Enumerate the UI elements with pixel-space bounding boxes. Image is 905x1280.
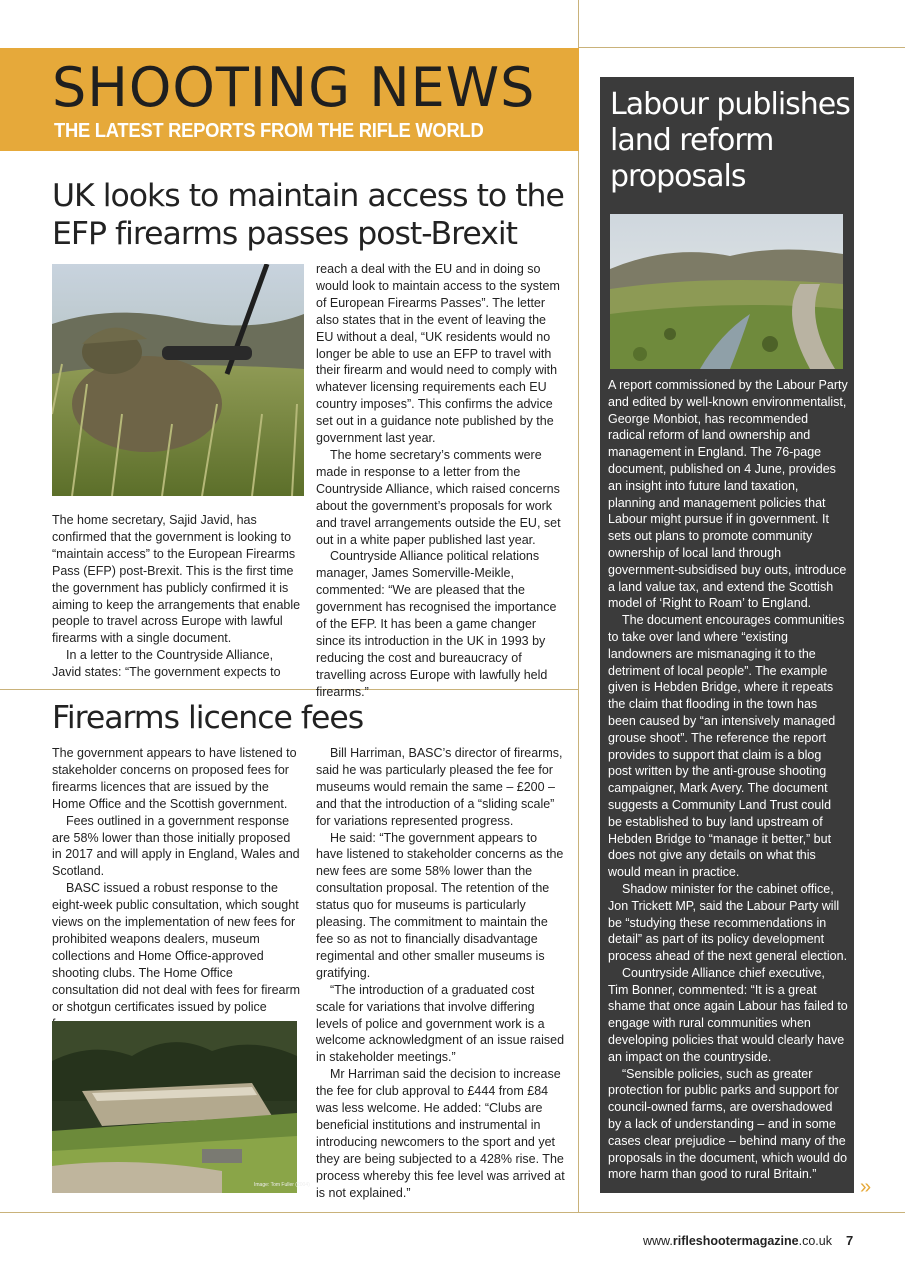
footer-rule: [0, 1212, 905, 1213]
sidebar-paragraph: A report commissioned by the Labour Party and edited by well-known environmentalist, George Monbiot, has recommended radical reform of land ownership and management in England. The 76-page document, published on 4 June, provides an insight into future land taxation, planning and management policies that Labour might pursue if in government. It sets out plans to promote community ownership of local land through government-subsidised buy outs, introduce a land value tax, and extend the Scottish model of ‘Right to Roam’ to England.: [608, 378, 848, 611]
sidebar-paragraph: “Sensible policies, such as greater protection for public parks and support for council-owned farms, are overshadowed by a lack of understanding – and in some cases clear prejudice – behind many of the proposals in the document, which would do more harm than good to rural Britain.”: [608, 1066, 848, 1182]
article1-paragraph: In a letter to the Countryside Alliance, Javid states: “The government expects to: [52, 648, 281, 680]
article2-paragraph: Bill Harriman, BASC’s director of firearms, said he was particularly pleased the fee for museums would remain the same – £200 – and that the introduction of a “sliding scale” for variations represented progress.: [316, 746, 563, 828]
sidebar-paragraph: Shadow minister for the cabinet office, Jon Trickett MP, said the Labour Party will be “studying these recommendations in detail” as part of its policy development process ahead of the next general election.: [608, 881, 848, 964]
article2-left-column: [52, 745, 302, 1032]
moorland-photo: [610, 214, 843, 369]
sidebar-panel: [600, 77, 854, 1193]
top-right-rule: [579, 47, 905, 48]
article1-left-column: [52, 512, 302, 681]
article1-paragraph: Countryside Alliance political relations manager, James Somerville-Meikle, commented: “We are pleased that the government has recognised the importance of the EFP. It has been a game changer since its introduction in the UK in 1993 by reducing the cost and bureaucracy of travelling across Europe with lawfully held firearms.”: [316, 549, 557, 699]
article1-paragraph: The home secretary, Sajid Javid, has confirmed that the government is looking to “maintain access” to the European Firearms Pass (EFP) post-Brexit. This is the first time the government has publicly confirmed it is aiming to keep the arrangements that enable people to travel across Europe with lawful firearms with a single document.: [52, 513, 301, 646]
footer-url-prefix: www.: [643, 1234, 673, 1248]
article1-right-column: [316, 261, 566, 701]
photo-credit: Image: Tom Fuller (2004): [254, 1182, 310, 1188]
section-subtitle: THE LATEST REPORTS FROM THE RIFLE WORLD: [54, 120, 484, 142]
footer-url-suffix: .co.uk: [798, 1234, 832, 1248]
article2-paragraph: Mr Harriman said the decision to increase the fee for club approval to £444 from £84 was less welcome. He added: “Clubs are beneficial institutions and instrumental in introducing newcomers to the sport and yet they are being subjected to a 428% rise. The process whereby this fee level was arrived at is not explained.”: [316, 1067, 565, 1200]
shooting-range-photo: [52, 1021, 297, 1193]
vertical-rule: [578, 0, 579, 1212]
sidebar-body: [608, 377, 848, 1183]
article2-paragraph: He said: “The government appears to have listened to stakeholder concerns as the new fees are some 58% lower than the consultation proposal. The retention of the status quo for museums is particularly pleasing. The commitment to maintain the fee so as not to financially disadvantage regimental and other smaller museums is gratifying.: [316, 830, 564, 980]
sidebar-headline: Labour publishes land reform proposals: [610, 87, 850, 194]
article1-paragraph: The home secretary’s comments were made in response to a letter from the Countryside Alliance, which raised concerns about the government’s proposals for work and travel arrangements outside the EU, set out in a white paper published last year.: [316, 447, 561, 547]
article2-headline: Firearms licence fees: [52, 700, 364, 736]
article2-paragraph: The government appears to have listened to stakeholder concerns on proposed fees for firearms licences that are issued by the Home Office and the Scottish government.: [52, 746, 297, 811]
section-banner: [0, 48, 579, 151]
section-title: SHOOTING NEWS: [52, 56, 536, 119]
article1-headline-line1: UK looks to maintain access to the: [52, 178, 564, 214]
article2-paragraph: “The introduction of a graduated cost scale for variations that involve differing levels of police and government work is a welcome acknowledgment of an issue raised in stakeholder meetings.”: [316, 982, 565, 1065]
article2-paragraph: BASC issued a robust response to the eight-week public consultation, which sought views on the implementation of new fees for prohibited weapons dealers, museum collections and Home Office-approved shooting clubs. The Home Office consultation did not deal with fees for firearm or shotgun certificates issued by police: [52, 881, 301, 1014]
continue-chevron-icon: »: [860, 1176, 872, 1198]
footer-url[interactable]: [643, 1234, 832, 1248]
article1-headline: [52, 178, 564, 254]
footer-url-domain: rifleshootermagazine: [672, 1234, 799, 1248]
sidebar-paragraph: The document encourages communities to take over land where “existing landowners are mismanaging it to the detriment of local people”. The example given is Hebden Bridge, where it repeats the claim that flooding in the town has been caused by “an intensively managed grouse shoot”. The reference the report provides to support that claim is a blog post written by the anti-grouse shooting campaigner, Mark Avery. The document suggests a Community Land Trust could be established to buy land upstream of Hebden Bridge to “manage it better,” but does not give any details on what this would mean in practice.: [608, 613, 845, 880]
page-number: 7: [846, 1233, 854, 1248]
hunter-photo: [52, 264, 304, 496]
article2-right-column: [316, 745, 566, 1201]
article2-paragraph: Fees outlined in a government response are 58% lower than those initially proposed in 2017 and will apply in England, Wales and Scotland.: [52, 813, 300, 879]
article1-headline-line2: EFP firearms passes post-Brexit: [52, 215, 517, 252]
sidebar-paragraph: Countryside Alliance chief executive, Tim Bonner, commented: “It is a great shame that once again Labour has failed to engage with rural communities when developing policies that would clearly have an impact on the countryside.: [608, 965, 848, 1064]
article1-paragraph: reach a deal with the EU and in doing so would look to maintain access to the system of European Firearms Passes”. The letter also states that in the event of leaving the EU without a deal, “UK residents would no longer be able to use an EFP to travel with their firearm and would need to comply with whatever licensing requirements each EU country imposes”. This confirms the advice set out in a guidance note published by the government last year.: [316, 262, 560, 446]
